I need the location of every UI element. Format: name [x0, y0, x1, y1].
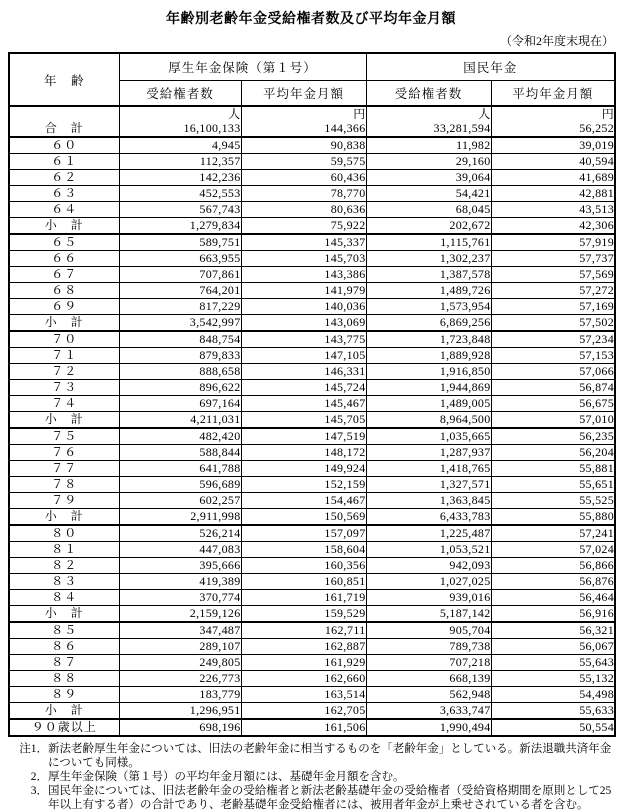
- table-row: [9, 525, 615, 542]
- age-label: ６１: [9, 154, 119, 170]
- value-cell: 1,573,954: [366, 299, 491, 315]
- table-row: [9, 509, 615, 526]
- age-label: ６４: [9, 202, 119, 218]
- value-cell: 42,881: [491, 186, 615, 202]
- age-label: ８２: [9, 558, 119, 574]
- value-cell: 150,569: [241, 509, 366, 526]
- group-header-row: [9, 53, 615, 81]
- footnote-text: 厚生年金保険（第１号）の平均年金月額には、基礎年金月額を含む。: [48, 771, 405, 783]
- value-cell: 68,045: [366, 202, 491, 218]
- table-row: [9, 202, 615, 218]
- age-column-header: 年 齢: [9, 53, 119, 106]
- table-row: [9, 493, 615, 509]
- age-label: ６５: [9, 234, 119, 251]
- value-cell: 54,498: [491, 687, 615, 703]
- value-cell: 55,633: [491, 703, 615, 720]
- age-label: ６２: [9, 170, 119, 186]
- value-cell: 226,773: [119, 671, 241, 687]
- footnote-text: 国民年金については、旧法老齢年金の受給権者と新法老齢基礎年金の受給権者（受給資格期間を原則として25年以上有する者）の合計であり、老齢基礎年金受給権者には、被用者年金が上乗せされている者を含む。: [48, 785, 612, 811]
- value-cell: 6,433,783: [366, 509, 491, 526]
- table-row: [9, 719, 615, 736]
- value-cell: 56,204: [491, 445, 615, 461]
- footnote-number: 注1．: [19, 743, 48, 755]
- value-cell: 1,287,937: [366, 445, 491, 461]
- kokumin-average-header: 平均年金月額: [491, 81, 615, 107]
- age-label: ８８: [9, 671, 119, 687]
- value-cell: 663,955: [119, 251, 241, 267]
- value-cell: 347,487: [119, 622, 241, 639]
- table-row: [9, 639, 615, 655]
- table-row: [9, 622, 615, 639]
- kokumin-beneficiaries-header: 受給権者数: [366, 81, 491, 107]
- value-cell: 482,420: [119, 428, 241, 445]
- value-cell: 112,357: [119, 154, 241, 170]
- value-cell: 1,418,765: [366, 461, 491, 477]
- value-cell: 143,386: [241, 267, 366, 283]
- table-row: [9, 299, 615, 315]
- age-label: ８９: [9, 687, 119, 703]
- footnote-number: 2．: [30, 771, 48, 783]
- value-cell: 145,467: [241, 396, 366, 412]
- age-label: ７８: [9, 477, 119, 493]
- footnote-item: [8, 784, 614, 812]
- value-cell: 1,363,845: [366, 493, 491, 509]
- table-row: [9, 687, 615, 703]
- value-cell: 149,924: [241, 461, 366, 477]
- value-cell: 56,876: [491, 574, 615, 590]
- total-value: 56,252: [579, 121, 615, 135]
- value-cell: 11,982: [366, 137, 491, 154]
- table-row: [9, 137, 615, 154]
- value-cell: 158,604: [241, 542, 366, 558]
- table-row: [9, 461, 615, 477]
- table-body: [9, 106, 615, 736]
- value-cell: 6,869,256: [366, 315, 491, 332]
- value-cell: 78,770: [241, 186, 366, 202]
- table-row: [9, 331, 615, 348]
- value-cell: 162,887: [241, 639, 366, 655]
- value-cell: 39,064: [366, 170, 491, 186]
- table-row: [9, 267, 615, 283]
- value-cell: 707,218: [366, 655, 491, 671]
- value-cell: 55,132: [491, 671, 615, 687]
- value-cell: 452,553: [119, 186, 241, 202]
- unit-label: 人: [478, 107, 491, 121]
- value-cell: 161,719: [241, 590, 366, 606]
- table-row: [9, 106, 615, 137]
- value-cell: 145,703: [241, 251, 366, 267]
- value-cell: 56,235: [491, 428, 615, 445]
- value-cell: 57,066: [491, 364, 615, 380]
- unit-label: 円: [601, 107, 615, 121]
- age-label: ７２: [9, 364, 119, 380]
- value-cell: 162,711: [241, 622, 366, 639]
- age-label: ８３: [9, 574, 119, 590]
- value-cell: 159,529: [241, 606, 366, 623]
- value-cell: 143,775: [241, 331, 366, 348]
- value-cell: 1,944,869: [366, 380, 491, 396]
- table-row: [9, 315, 615, 332]
- kosei-beneficiaries-header: 受給権者数: [119, 81, 241, 107]
- value-cell: 370,774: [119, 590, 241, 606]
- value-cell: 395,666: [119, 558, 241, 574]
- value-cell: 939,016: [366, 590, 491, 606]
- value-cell: 57,272: [491, 283, 615, 299]
- value-cell: 1,916,850: [366, 364, 491, 380]
- age-label: ６７: [9, 267, 119, 283]
- table-row: [9, 590, 615, 606]
- value-cell: 90,838: [241, 137, 366, 154]
- value-cell: 60,436: [241, 170, 366, 186]
- value-cell: 567,743: [119, 202, 241, 218]
- age-label: 小 計: [9, 315, 119, 332]
- value-cell: 56,866: [491, 558, 615, 574]
- footnote-item: [8, 742, 614, 770]
- value-cell: 160,851: [241, 574, 366, 590]
- age-label: ６３: [9, 186, 119, 202]
- value-cell: 55,880: [491, 509, 615, 526]
- footnote-item: [8, 770, 614, 784]
- value-cell: 147,519: [241, 428, 366, 445]
- value-cell: 29,160: [366, 154, 491, 170]
- age-label: ７７: [9, 461, 119, 477]
- age-label: ７０: [9, 331, 119, 348]
- value-cell: 1,990,494: [366, 719, 491, 736]
- table-row: [9, 218, 615, 235]
- value-cell: 3,542,997: [119, 315, 241, 332]
- value-cell: 3,633,747: [366, 703, 491, 720]
- table-row: [9, 655, 615, 671]
- value-cell: 562,948: [366, 687, 491, 703]
- value-cell: 147,105: [241, 348, 366, 364]
- age-label: 小 計: [9, 218, 119, 235]
- table-row: [9, 428, 615, 445]
- value-cell: [119, 106, 241, 137]
- value-cell: 4,211,031: [119, 412, 241, 429]
- value-cell: 526,214: [119, 525, 241, 542]
- unit-label: 人: [228, 107, 241, 121]
- value-cell: 588,844: [119, 445, 241, 461]
- age-label: ７３: [9, 380, 119, 396]
- value-cell: 145,337: [241, 234, 366, 251]
- footnote-number: 3．: [30, 785, 48, 797]
- age-label: 小 計: [9, 412, 119, 429]
- value-cell: 879,833: [119, 348, 241, 364]
- age-label: ６９: [9, 299, 119, 315]
- table-row: [9, 251, 615, 267]
- table-row: [9, 542, 615, 558]
- kosei-nenkin-group-header: 厚生年金保険（第１号）: [119, 53, 366, 81]
- value-cell: 183,779: [119, 687, 241, 703]
- value-cell: 55,643: [491, 655, 615, 671]
- value-cell: 1,296,951: [119, 703, 241, 720]
- value-cell: 5,187,142: [366, 606, 491, 623]
- age-label: 小 計: [9, 703, 119, 720]
- value-cell: 789,738: [366, 639, 491, 655]
- age-label: ６６: [9, 251, 119, 267]
- value-cell: 160,356: [241, 558, 366, 574]
- value-cell: 80,636: [241, 202, 366, 218]
- age-label: ８０: [9, 525, 119, 542]
- value-cell: [491, 106, 615, 137]
- total-value: 16,100,133: [183, 121, 241, 135]
- kokumin-nenkin-group-header: 国民年金: [366, 53, 615, 81]
- value-cell: 57,024: [491, 542, 615, 558]
- value-cell: 4,945: [119, 137, 241, 154]
- age-label: ７４: [9, 396, 119, 412]
- value-cell: 40,594: [491, 154, 615, 170]
- value-cell: 145,705: [241, 412, 366, 429]
- value-cell: 1,889,928: [366, 348, 491, 364]
- value-cell: 668,139: [366, 671, 491, 687]
- table-row: [9, 283, 615, 299]
- value-cell: 39,019: [491, 137, 615, 154]
- value-cell: 602,257: [119, 493, 241, 509]
- age-label: ８６: [9, 639, 119, 655]
- table-row: [9, 396, 615, 412]
- table-row: [9, 477, 615, 493]
- value-cell: 57,502: [491, 315, 615, 332]
- value-cell: 249,805: [119, 655, 241, 671]
- value-cell: 146,331: [241, 364, 366, 380]
- value-cell: 641,788: [119, 461, 241, 477]
- value-cell: 202,672: [366, 218, 491, 235]
- total-value: 33,281,594: [433, 121, 491, 135]
- age-label: ７９: [9, 493, 119, 509]
- value-cell: 764,201: [119, 283, 241, 299]
- kosei-average-header: 平均年金月額: [241, 81, 366, 107]
- table-row: [9, 445, 615, 461]
- table-row: [9, 703, 615, 720]
- table-row: [9, 671, 615, 687]
- value-cell: 1,027,025: [366, 574, 491, 590]
- value-cell: 1,387,578: [366, 267, 491, 283]
- age-label: 小 計: [9, 509, 119, 526]
- value-cell: 1,489,005: [366, 396, 491, 412]
- value-cell: 163,514: [241, 687, 366, 703]
- value-cell: 55,525: [491, 493, 615, 509]
- value-cell: 596,689: [119, 477, 241, 493]
- value-cell: 1,302,237: [366, 251, 491, 267]
- table-row: [9, 154, 615, 170]
- value-cell: 707,861: [119, 267, 241, 283]
- value-cell: 57,241: [491, 525, 615, 542]
- table-row: [9, 412, 615, 429]
- value-cell: 161,506: [241, 719, 366, 736]
- value-cell: 1,115,761: [366, 234, 491, 251]
- value-cell: 162,660: [241, 671, 366, 687]
- value-cell: 140,036: [241, 299, 366, 315]
- value-cell: 589,751: [119, 234, 241, 251]
- value-cell: 141,979: [241, 283, 366, 299]
- value-cell: 56,464: [491, 590, 615, 606]
- table-row: [9, 186, 615, 202]
- value-cell: 161,929: [241, 655, 366, 671]
- value-cell: [241, 106, 366, 137]
- value-cell: 1,225,487: [366, 525, 491, 542]
- age-label: ６８: [9, 283, 119, 299]
- value-cell: 75,922: [241, 218, 366, 235]
- table-row: [9, 380, 615, 396]
- value-cell: 162,705: [241, 703, 366, 720]
- value-cell: 289,107: [119, 639, 241, 655]
- value-cell: 817,229: [119, 299, 241, 315]
- value-cell: 157,097: [241, 525, 366, 542]
- age-label: ９０歳以上: [9, 719, 119, 736]
- value-cell: 905,704: [366, 622, 491, 639]
- value-cell: 57,919: [491, 234, 615, 251]
- value-cell: 419,389: [119, 574, 241, 590]
- value-cell: 56,067: [491, 639, 615, 655]
- value-cell: 50,554: [491, 719, 615, 736]
- value-cell: 56,874: [491, 380, 615, 396]
- unit-label: 円: [353, 107, 366, 121]
- value-cell: 698,196: [119, 719, 241, 736]
- page-title: 年齢別老齢年金受給権者数及び平均年金月額: [166, 10, 456, 26]
- value-cell: 152,159: [241, 477, 366, 493]
- value-cell: 57,234: [491, 331, 615, 348]
- value-cell: 1,053,521: [366, 542, 491, 558]
- value-cell: 56,321: [491, 622, 615, 639]
- age-label: 小 計: [9, 606, 119, 623]
- value-cell: 42,306: [491, 218, 615, 235]
- table-row: [9, 364, 615, 380]
- table-row: [9, 234, 615, 251]
- age-label: ８１: [9, 542, 119, 558]
- age-label: ８４: [9, 590, 119, 606]
- value-cell: 8,964,500: [366, 412, 491, 429]
- value-cell: 697,164: [119, 396, 241, 412]
- value-cell: 2,159,126: [119, 606, 241, 623]
- value-cell: 148,172: [241, 445, 366, 461]
- table-row: [9, 348, 615, 364]
- value-cell: 896,622: [119, 380, 241, 396]
- value-cell: 447,083: [119, 542, 241, 558]
- age-label: ７６: [9, 445, 119, 461]
- value-cell: 57,169: [491, 299, 615, 315]
- value-cell: 56,675: [491, 396, 615, 412]
- footnotes: [8, 742, 614, 812]
- value-cell: 143,069: [241, 315, 366, 332]
- value-cell: 41,689: [491, 170, 615, 186]
- value-cell: 888,658: [119, 364, 241, 380]
- age-label: ８７: [9, 655, 119, 671]
- value-cell: 2,911,998: [119, 509, 241, 526]
- as-of-date: （令和2年度末現在）: [499, 34, 614, 48]
- value-cell: 57,737: [491, 251, 615, 267]
- total-value: 144,366: [324, 121, 366, 135]
- value-cell: 43,513: [491, 202, 615, 218]
- value-cell: 1,723,848: [366, 331, 491, 348]
- value-cell: 55,651: [491, 477, 615, 493]
- value-cell: 142,236: [119, 170, 241, 186]
- table-row: [9, 606, 615, 623]
- value-cell: 848,754: [119, 331, 241, 348]
- pension-table: [8, 52, 616, 737]
- value-cell: 57,153: [491, 348, 615, 364]
- table-row: [9, 574, 615, 590]
- age-label: ７１: [9, 348, 119, 364]
- value-cell: 59,575: [241, 154, 366, 170]
- value-cell: [366, 106, 491, 137]
- value-cell: 57,569: [491, 267, 615, 283]
- age-label: 合 計: [9, 106, 119, 137]
- value-cell: 1,279,834: [119, 218, 241, 235]
- value-cell: 1,489,726: [366, 283, 491, 299]
- age-label: ７５: [9, 428, 119, 445]
- age-label: ８５: [9, 622, 119, 639]
- table-row: [9, 170, 615, 186]
- value-cell: 55,881: [491, 461, 615, 477]
- value-cell: 154,467: [241, 493, 366, 509]
- value-cell: 145,724: [241, 380, 366, 396]
- value-cell: 942,093: [366, 558, 491, 574]
- value-cell: 54,421: [366, 186, 491, 202]
- table-row: [9, 558, 615, 574]
- value-cell: 57,010: [491, 412, 615, 429]
- value-cell: 56,916: [491, 606, 615, 623]
- value-cell: 1,035,665: [366, 428, 491, 445]
- value-cell: 1,327,571: [366, 477, 491, 493]
- footnote-text: 新法老齢厚生年金については、旧法の老齢年金に相当するものを「老齢年金」としている。新法退職共済年金についても同様。: [48, 743, 612, 769]
- age-label: ６０: [9, 137, 119, 154]
